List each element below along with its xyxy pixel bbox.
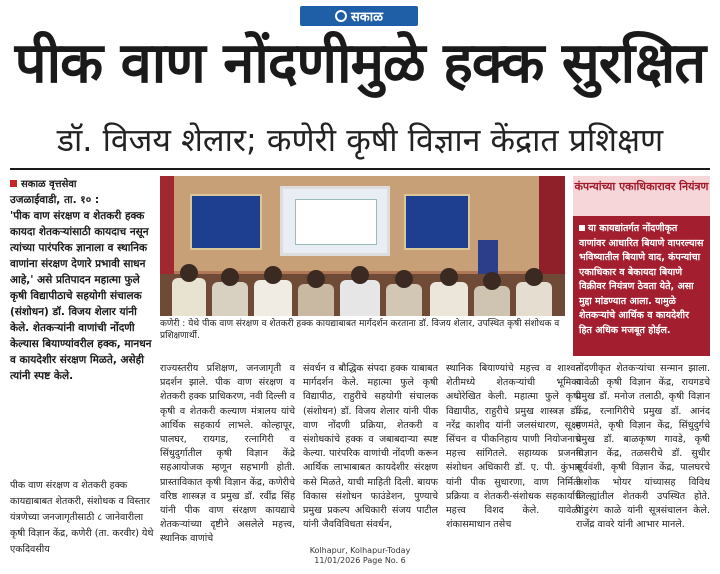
- edition-line: Kolhapur, Kolhapur-Today: [309, 546, 411, 555]
- lede-paragraph: 'पीक वाण संरक्षण व शेतकरी हक्क कायदा शेतकऱ्यांसाठी कायदाच नसून त्यांच्या पारंपरिक ज्ञानाला व स्थानिक वाणांना संरक्षण देणारे प्रभावी साधन आहे,' असे प्रतिपादन महात्मा फुले कृषी विद्यापीठाचे सहयोगी संचालक (संशोधन) डॉ. विजय शेलार यांनी केले. शेतकऱ्यांनी वाणांची नोंदणी केल्यास बियाण्यांवरील हक्क, मानधन व कायदेशीर संरक्षण मिळते, असेही त्यांनी स्पष्ट केले.: [10, 210, 152, 382]
- article-column-3: स्थानिक बियाण्यांचे महत्त्व व शाश्वत शेतीमध्ये शेतकऱ्यांची भूमिका अधोरेखित केली. महात्मा फुले कृषी विद्यापीठ, राहुरीचे प्रमुख शास्त्रज्ञ डॉ. नरेंद्र काशीद यांनी जलसंधारण, सूक्ष्म सिंचन व पीकनिहाय पाणी नियोजनाचे महत्त्व सांगितले. सहाय्यक प्रजनन संशोधन अधिकारी डॉ. ए. पी. कुंभार यांनी पीक सुधारणा, वाण निर्मिती प्रक्रिया व शेतकरी-संशोधक सहकार्याचे महत्त्व विशद केले. यावेळी शंकासमाधान तसेच: [446, 363, 581, 531]
- event-photo: [160, 176, 565, 316]
- edition-footer: [290, 546, 430, 566]
- byline: [10, 176, 155, 190]
- page-line: 11/01/2026 Page No. 6: [314, 556, 406, 565]
- subheadline: डॉ. विजय शेलार; कणेरी कृषी विज्ञान केंद्रात प्रशिक्षण: [56, 121, 664, 159]
- photo-caption: कणेरी : येथे पीक वाण संरक्षण व शेतकरी हक्क कायद्याबाबत मार्गदर्शन करताना डॉ. विजय शेलार, उपस्थित कृषी संशोधक व प्रशिक्षणार्थी.: [160, 319, 560, 341]
- body-paragraph-start: पीक वाण संरक्षण व शेतकरी हक्क कायद्याबाबत शेतकरी, संशोधक व विस्तार यंत्रणेच्या जनजागृतीसाठी ८ जानेवारीला कृषी विज्ञान केंद्र, कणेरी (ता. करवीर) येथे एकदिवसीय: [10, 480, 154, 555]
- byline-text: सकाळ वृत्तसेवा: [21, 179, 77, 190]
- square-bullet-icon: [10, 180, 17, 187]
- logo-text: सकाळ: [350, 10, 384, 25]
- article-column-2: संवर्धन व बौद्धिक संपदा हक्क याबाबत मार्गदर्शन केले. महात्मा फुले कृषी विद्यापीठ, राहुरीचे सहयोगी संचालक (संशोधन) डॉ. विजय शेलार यांनी पीक वाण नोंदणी प्रक्रिया, शेतकरी व संशोधकांचे हक्क व जबाबदाऱ्या स्पष्ट केल्या. पारंपरिक वाणांची नोंदणी करून आर्थिक लाभाबाबत कायदेशीर संरक्षण कसे मिळते, याची माहिती दिली. बायफ विकास संशोधन फाउंडेशन, पुण्याचे प्रमुख प्रकल्प अधिकारी संजय पाटील यांनी जैवविविधता संवर्धन,: [303, 363, 438, 531]
- newspaper-logo: [300, 6, 418, 26]
- lede-column: [10, 176, 155, 384]
- square-bullet-icon: [579, 225, 585, 231]
- sidebar-text: या कायद्यांतर्गत नोंदणीकृत वाणांवर आधारित बियाणे वापरल्यास भविष्यातील बियाणे वाद, कंपन्यांचा एकाधिकार व बेकायदा बियाणे विक्रीवर नियंत्रण ठेवता येते, असा मुद्दा मांडण्यात आला. यामुळे शेतकऱ्यांचे आर्थिक व कायदेशीर हित अधिक मजबूत होईल.: [579, 223, 704, 336]
- article-column-1: राज्यस्तरीय प्रशिक्षण, जनजागृती व प्रदर्शन झाले. पीक वाण संरक्षण व शेतकरी हक्क प्राधिकरण, नवी दिल्ली व कृषी व शेतकरी कल्याण मंत्रालय यांचे आर्थिक सहकार्य लाभले. कोल्हापूर, पालघर, रायगड, रत्नागिरी व सिंधुदुर्गातील कृषी विज्ञान केंद्रे सहआयोजक म्हणून सहभागी होती. प्रास्ताविकात कृषी विज्ञान केंद्र, कणेरीचे वरिष्ठ शास्त्रज्ञ व प्रमुख डॉ. रवींद्र सिंह यांनी पीक वाण संरक्षण कायद्याचे शेतकऱ्यांच्या दृष्टीने असलेले महत्त्व, स्थानिक वाणांचे: [160, 363, 295, 545]
- divider: [10, 168, 710, 170]
- sidebar-title: कंपन्यांच्या एकाधिकारावर नियंत्रण: [573, 176, 710, 216]
- sidebar-body: [573, 216, 710, 356]
- sakal-logo-icon: [335, 10, 347, 22]
- headline: पीक वाण नोंदणीमुळे हक्क सुरक्षित: [14, 31, 706, 96]
- sidebar-box: [573, 176, 710, 356]
- dateline: उजळाईवाडी, ता. १० :: [10, 194, 100, 206]
- article-column-4: नोंदणीकृत शेतकऱ्यांचा सन्मान झाला. यावेळी कृषी विज्ञान केंद्र, रायगडचे प्रमुख डॉ. मनोज तलाठी, कृषी विज्ञान केंद्र, रत्नागिरीचे प्रमुख डॉ. आनंद हणमंते, कृषी विज्ञान केंद्र, सिंधुदुर्गचे प्रमुख डॉ. बाळकृष्ण गावडे, कृषी विज्ञान केंद्र, तळसरीचे डॉ. सुधीर सूर्यवंशी, कृषी विज्ञान केंद्र, पालघरचे अशोक भोयर यांच्यासह विविध जिल्ह्यांतील शेतकरी उपस्थित होते. पांडुरंग काळे यांनी सूत्रसंचालन केले. राजेंद्र वावरे यांनी आभार मानले.: [576, 363, 710, 531]
